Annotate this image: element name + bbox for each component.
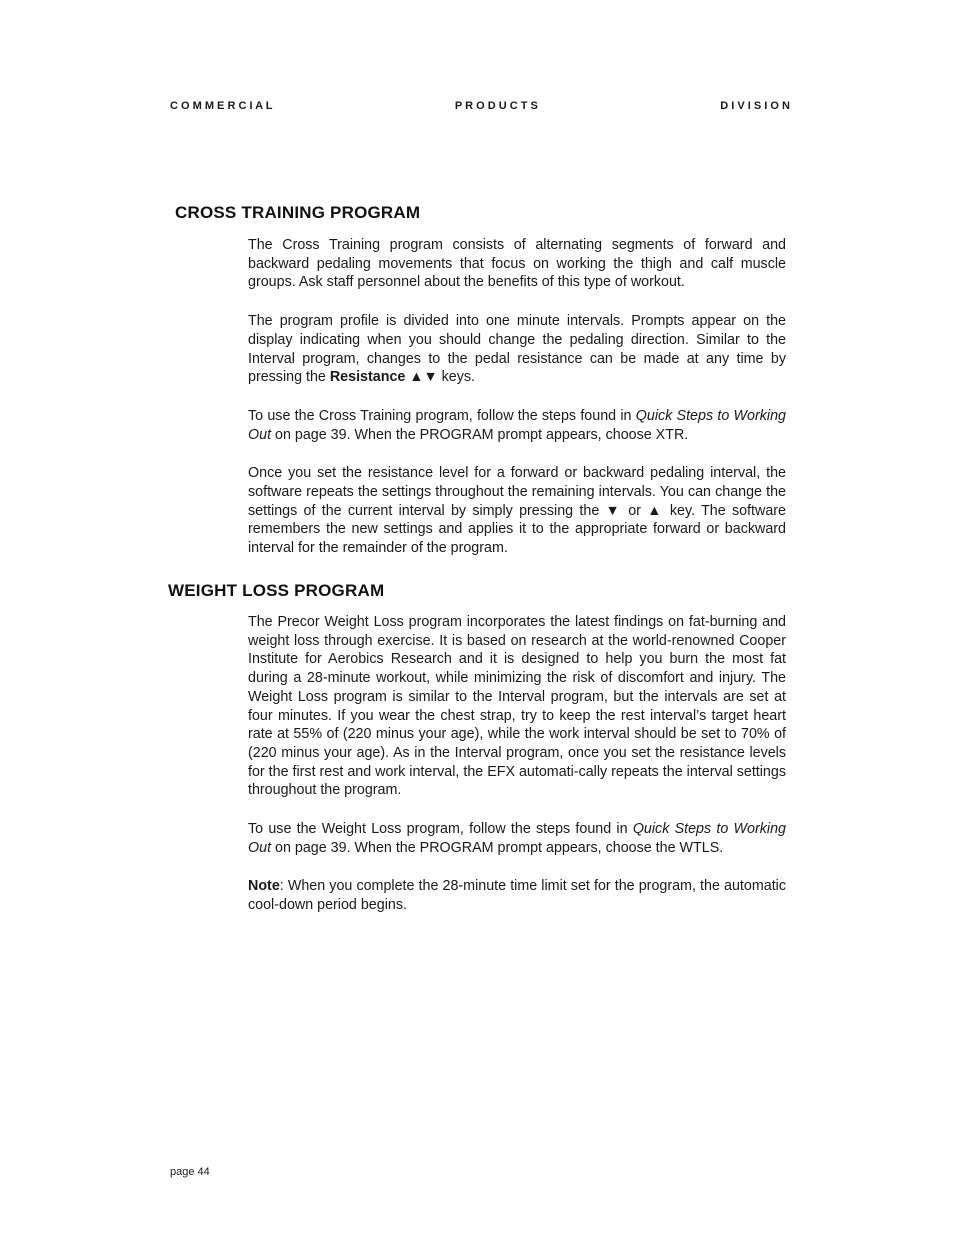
- weight-loss-section: [248, 613, 786, 935]
- resistance-keys-label: Resistance ▲▼: [329, 369, 438, 386]
- cross-training-paragraph-3-end: on page 39. When the PROGRAM prompt appears, choose XTR.: [271, 426, 689, 443]
- weight-loss-heading: WEIGHT LOSS PROGRAM: [168, 581, 385, 600]
- quick-steps-reference: Quick Steps to Working Out: [248, 407, 786, 443]
- weight-loss-paragraph-1: The Precor Weight Loss program incorporates the latest findings on fat-burning and weight loss through exercise. It is based on research at the world-renowned Cooper Institute for Aerobics Research and it is designed to help you burn the most fat during a 28-minute workout, while minimizing the risk of discomfort and injury. The Weight Loss program is similar to the Interval program, but the intervals are set at four minutes. If you wear the chest strap, try to keep the rest interval’s target heart rate at 55% of (220 minus your age), while the work interval should be set to 70% of (220 minus your age). As in the Interval program, once you set the resistance levels for the first rest and work interval, the EFX automati-cally repeats the interval settings throughout the program.: [248, 614, 786, 799]
- running-header-word-1: C O M M E R C I A L: [170, 100, 273, 112]
- page-number: page 44: [170, 1166, 210, 1178]
- running-header-word-2: P R O D U C T S: [454, 100, 538, 112]
- weight-loss-note: [248, 877, 786, 914]
- weight-loss-paragraph-2: [248, 820, 786, 857]
- note-label: Note: [248, 878, 280, 895]
- running-header: [170, 100, 790, 112]
- weight-loss-paragraph-2-end: on page 39. When the PROGRAM prompt appears, choose the WTLS.: [271, 839, 724, 856]
- quick-steps-reference: Quick Steps to Working Out: [248, 821, 786, 856]
- cross-training-paragraph-4: Once you set the resistance level for a forward or backward pedaling interval, the software repeats the settings throughout the remaining intervals. You can change the settings of the current interval by simply pressing the ▼ or ▲ key. The software remembers the new settings and applies it to the appropriate forward or backward interval for the remainder of the program.: [248, 465, 786, 557]
- cross-training-paragraph-2-text: The program profile is divided into one minute intervals. Prompts appear on the display indicating when you should change the pedaling direction. Similar to the Interval program, changes to the pedal resistance can be made at any time by pressing the: [248, 313, 786, 386]
- note-text: : When you complete the 28-minute time limit set for the program, the automatic cool-down period begins.: [248, 878, 786, 914]
- cross-training-paragraph-3-text: To use the Cross Training program, follow the steps found in: [248, 407, 636, 424]
- cross-training-heading: CROSS TRAINING PROGRAM: [175, 203, 421, 222]
- cross-training-section: [248, 236, 786, 578]
- running-header-word-3: D I V I S I O N: [720, 100, 790, 112]
- cross-training-paragraph-3: [248, 407, 786, 444]
- cross-training-paragraph-1: The Cross Training program consists of alternating segments of forward and backward pedaling movements that focus on working the thigh and calf muscle groups. Ask staff personnel about the benefits of this type of workout.: [248, 237, 786, 291]
- cross-training-paragraph-2-end: keys.: [437, 369, 475, 386]
- cross-training-paragraph-2: [248, 312, 786, 387]
- weight-loss-paragraph-2-text: To use the Weight Loss program, follow the steps found in: [248, 821, 633, 838]
